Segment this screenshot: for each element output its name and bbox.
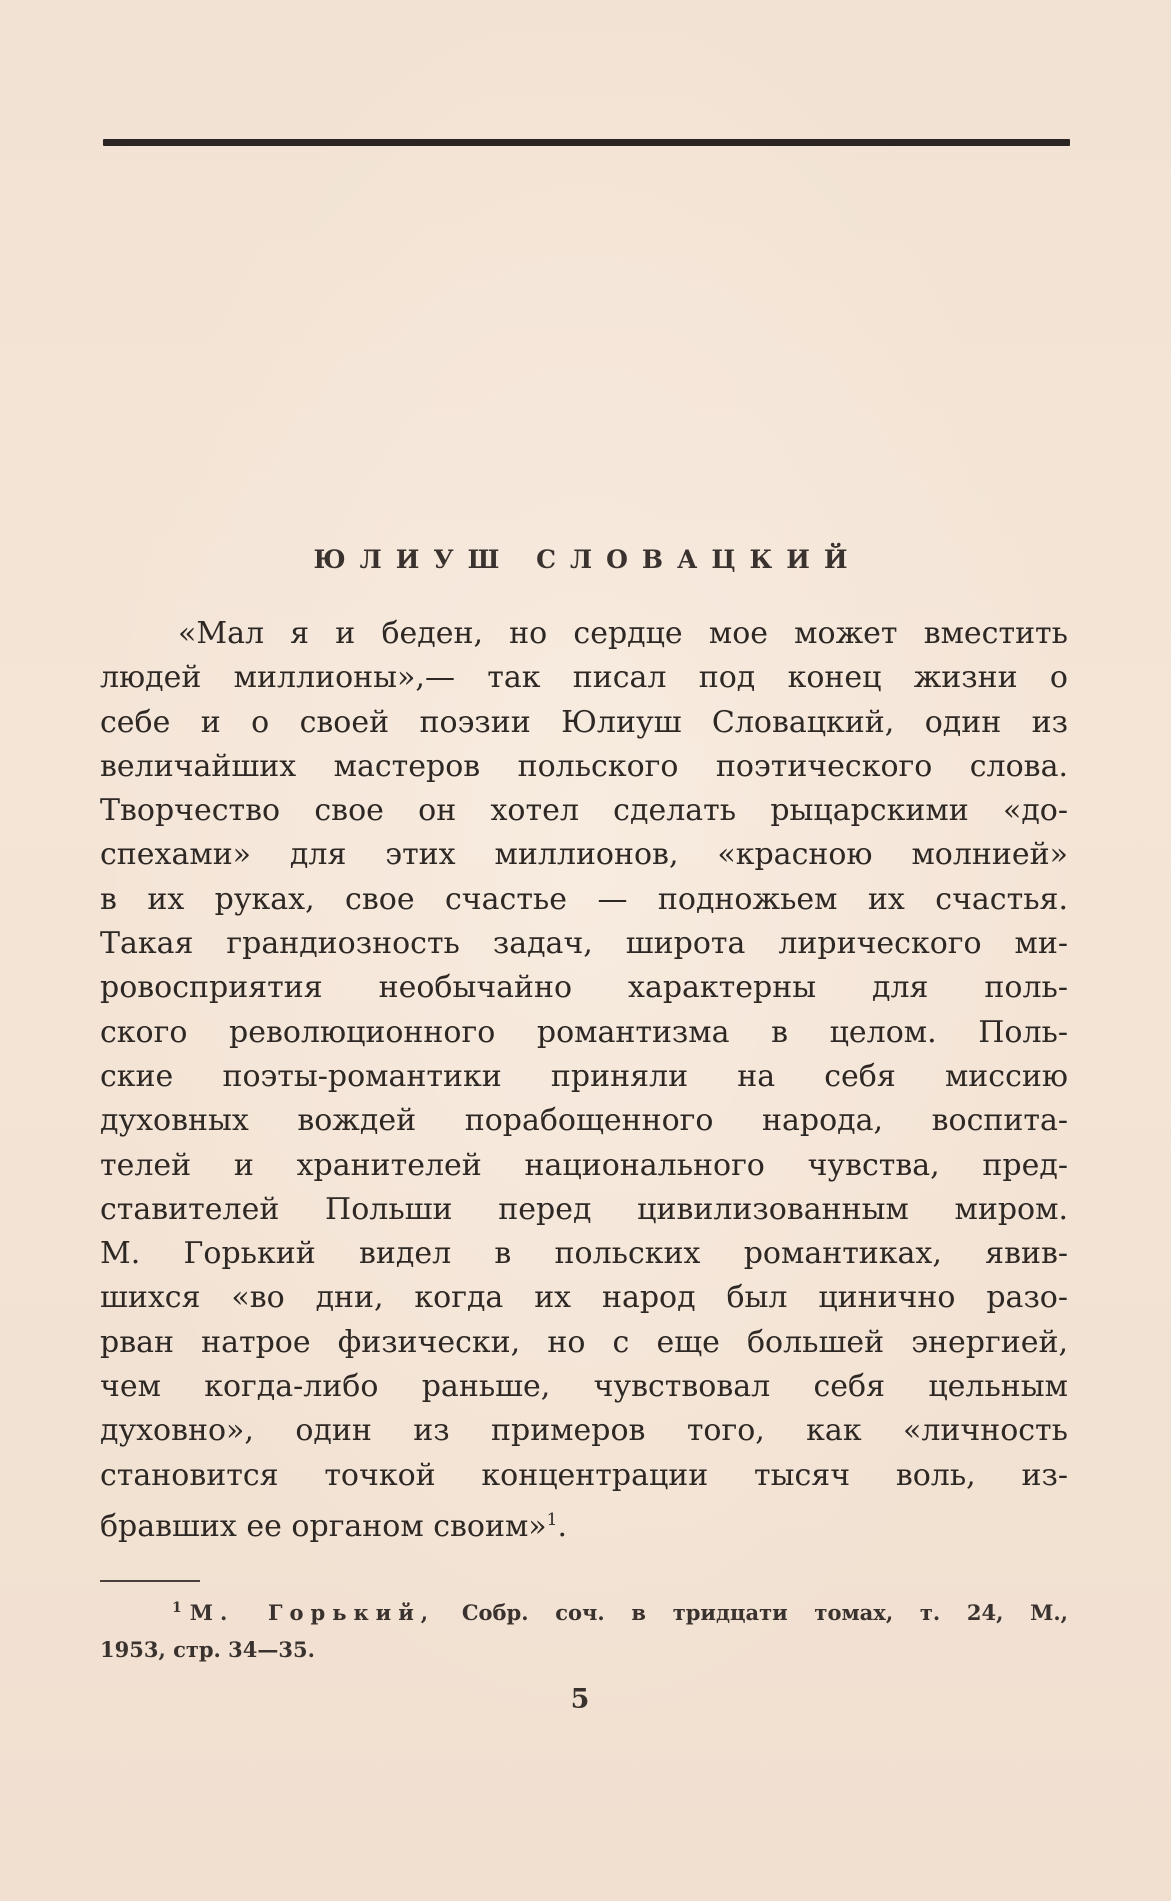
- page-number: 5: [570, 1684, 590, 1715]
- final-period: .: [557, 1508, 568, 1544]
- body-line: духовных вождей порабощенного народа, воспита-: [100, 1103, 1068, 1139]
- body-line: ровосприятия необычайно характерны для поль-: [100, 970, 1068, 1006]
- body-line: величайших мастеров польского поэтического слова.: [100, 748, 1068, 784]
- body-line-last: [100, 1498, 1068, 1542]
- body-text: [100, 612, 1068, 1542]
- body-line: ские поэты-романтики приняли на себя миссию: [100, 1058, 1068, 1094]
- footnote: [100, 1590, 1068, 1668]
- footnote-author: М. Горький,: [189, 1600, 436, 1625]
- body-line: чем когда-либо раньше, чувствовал себя цельным: [100, 1369, 1068, 1405]
- body-line: ского революционного романтизма в целом. Поль-: [100, 1014, 1068, 1050]
- body-line: Творчество свое он хотел сделать рыцарскими «до-: [100, 793, 1068, 829]
- body-line: себе и о своей поэзии Юлиуш Словацкий, один из: [100, 704, 1068, 740]
- body-line: людей миллионы»,— так писал под конец жизни о: [100, 660, 1068, 696]
- footnote-marker: 1: [172, 1600, 182, 1616]
- body-line-last-text: бравших ее органом своим»: [100, 1508, 547, 1544]
- chapter-heading: ЮЛИУШ СЛОВАЦКИЙ: [313, 545, 862, 574]
- body-line: М. Горький видел в польских романтиках, явив-: [100, 1236, 1068, 1272]
- body-line: рван натрое физически, но с еще большей энергией,: [100, 1324, 1068, 1360]
- body-line: духовно», один из примеров того, как «личность: [100, 1413, 1068, 1449]
- footnote-text-1: Собр. соч. в тридцати томах, т. 24, М.,: [461, 1600, 1068, 1625]
- body-line: «Мал я и беден, но сердце мое может вместить: [178, 616, 1068, 651]
- body-line: спехами» для этих миллионов, «красною молнией»: [100, 837, 1068, 873]
- footnote-line-1: [100, 1590, 1068, 1631]
- body-line: ставителей Польши перед цивилизованным миром.: [100, 1191, 1068, 1227]
- footnote-text-2: 1953, стр. 34—35.: [100, 1637, 315, 1662]
- footnote-reference[interactable]: 1: [546, 1509, 558, 1530]
- top-rule: [103, 139, 1070, 146]
- body-line: телей и хранителей национального чувства, пред-: [100, 1147, 1068, 1183]
- body-line: становится точкой концентрации тысяч воль, из-: [100, 1457, 1068, 1493]
- body-line: Такая грандиозность задач, широта лирического ми-: [100, 926, 1068, 962]
- body-line: шихся «во дни, когда их народ был цинично разо-: [100, 1280, 1068, 1316]
- body-line: в их руках, свое счастье — подножьем их счастья.: [100, 881, 1068, 917]
- footnote-separator: [100, 1580, 200, 1582]
